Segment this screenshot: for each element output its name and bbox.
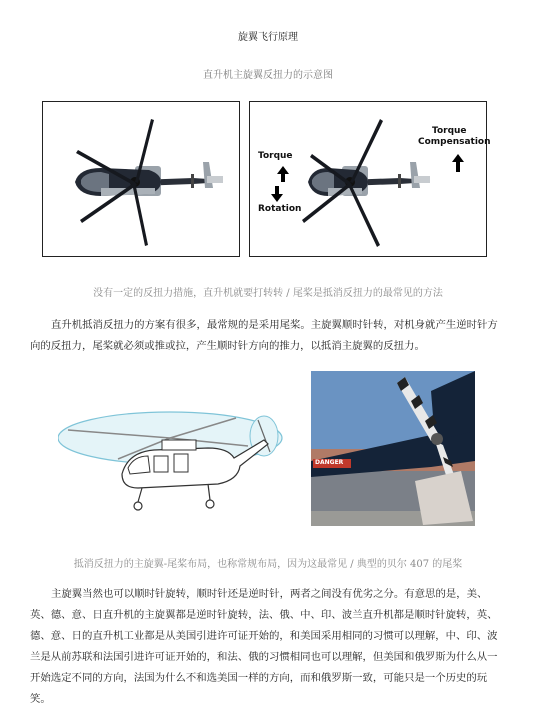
helicopter-line-icon — [58, 388, 302, 528]
helicopter-topview-icon — [43, 102, 239, 256]
line-drawing-helicopter — [58, 388, 302, 528]
rotation-down-arrow-icon — [271, 186, 283, 202]
danger-sign: DANGER — [315, 459, 344, 466]
torque-up-arrow-icon — [277, 166, 289, 182]
diagram-torque-compensation — [249, 101, 491, 257]
page-header: 旋翼飞行原理 — [238, 32, 298, 43]
photo-bell-407-tail-rotor — [311, 371, 475, 526]
figure2-caption: 抵消反扭力的主旋翼-尾桨布局，也称常规布局，因为这最常见 / 典型的贝尔 407 的尾桨 — [73, 559, 463, 570]
figure1-caption: 没有一定的反扭力措施，直升机就要打转转 / 尾桨是抵消反扭力的最常见的方法 — [93, 288, 443, 299]
torque-compensation-label-2: Compensation — [418, 137, 491, 147]
tail-rotor-photo-icon — [311, 371, 475, 526]
paragraph-2: 主旋翼当然也可以顺时针旋转，顺时针还是逆时针，两者之间没有优劣之分。有意思的是，美、英、德、意、日直升机的主旋翼都是逆时针旋转，法、俄、中、印、波兰直升机都是顺时针旋转，英、德、意、日的直升机工业都是从美国引进许可证开始的，和美国采用相同的习惯可以理解，中、印、波兰是从前苏联和法国引进许可证开始的，和法、俄的习惯相同也可以理解，但美国和俄罗斯为什么从一开始选定不同的方向，法国为什么不和选美国一样的方向，而和俄罗斯一致，可能只是一个历史的玩笑。 — [30, 588, 498, 705]
paragraph-1: 直升机抵消反扭力的方案有很多，最常规的是采用尾桨。主旋翼顺时针转，对机身就产生逆时针方向的反扭力，尾桨就必须或推或拉，产生顺时针方向的推力，以抵消主旋翼的反扭力。 — [30, 319, 498, 352]
diagram-no-tail-rotor — [42, 101, 240, 257]
torque-compensation-label-1: Torque — [432, 126, 467, 136]
figure1-title: 直升机主旋翼反扭力的示意图 — [203, 70, 333, 81]
torque-label: Torque — [258, 151, 293, 161]
compensation-up-arrow-icon — [452, 154, 464, 172]
rotation-label: Rotation — [258, 204, 302, 214]
